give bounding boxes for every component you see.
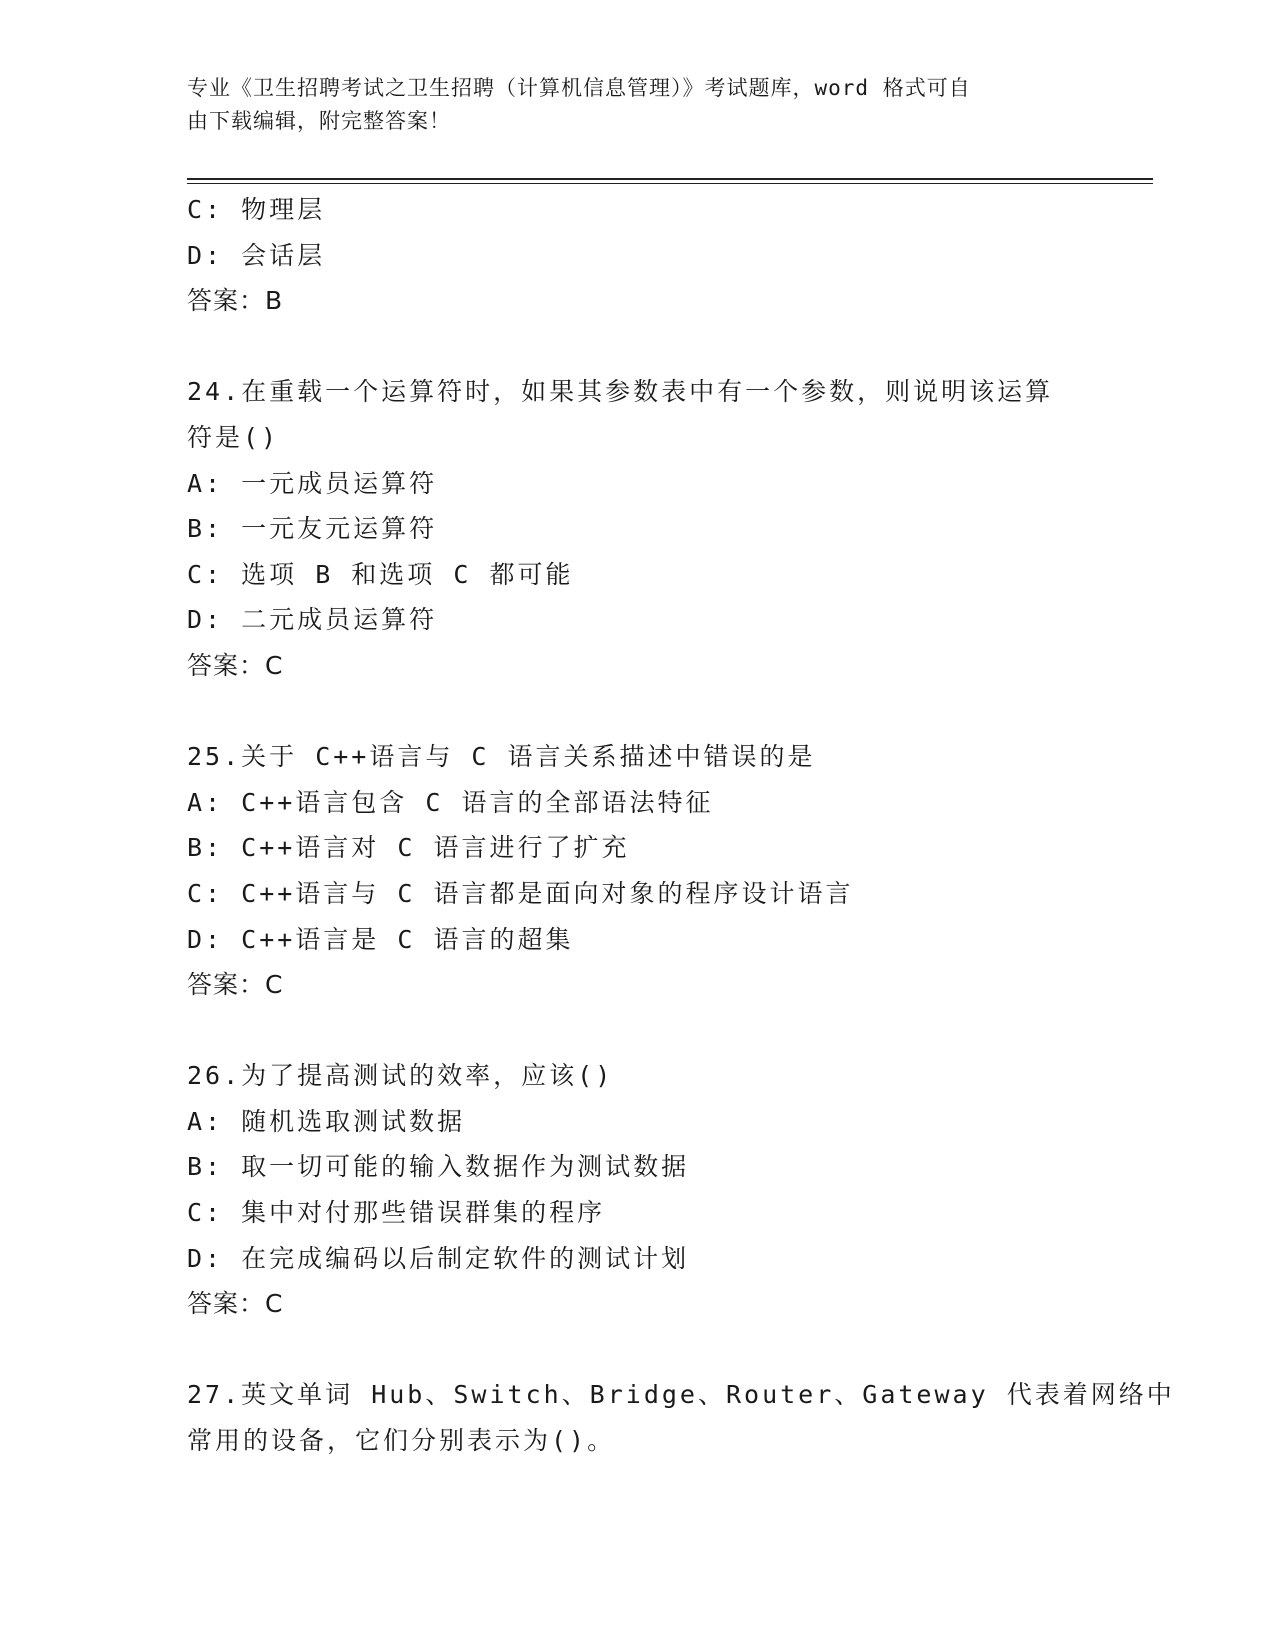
option-b: B: 取一切可能的输入数据作为测试数据 [187, 1152, 690, 1182]
option-d: D: 会话层 [187, 240, 326, 270]
option-d: D: 在完成编码以后制定软件的测试计划 [187, 1243, 690, 1273]
option-d: D: C++语言是 C 语言的超集 [187, 924, 574, 954]
option-c: C: 物理层 [187, 195, 326, 224]
option-b: B: C++语言对 C 语言进行了扩充 [187, 833, 630, 863]
question-stem: 常用的设备，它们分别表示为()。 [187, 1426, 616, 1456]
answer: 答案：C [187, 650, 284, 680]
option-a: A: 一元成员运算符 [187, 468, 438, 498]
answer: 答案：B [187, 286, 284, 316]
header-rule-thick [187, 178, 1153, 180]
page-header [187, 72, 1067, 138]
question-block-24 [187, 369, 1087, 688]
question-block-27 [187, 1372, 1175, 1463]
header-line-2: 由下载编辑，附完整答案！ [187, 109, 451, 133]
option-c: C: 选项 B 和选项 C 都可能 [187, 559, 574, 589]
question-stem: 27.英文单词 Hub、Switch、Bridge、Router、Gateway 代表着网络中 [187, 1380, 1175, 1410]
option-a: A: C++语言包含 C 语言的全部语法特征 [187, 787, 714, 817]
answer: 答案：C [187, 970, 284, 1000]
option-d: D: 二元成员运算符 [187, 605, 438, 635]
option-c: C: C++语言与 C 语言都是面向对象的程序设计语言 [187, 878, 854, 908]
option-c: C: 集中对付那些错误群集的程序 [187, 1198, 606, 1228]
option-a: A: 随机选取测试数据 [187, 1106, 466, 1136]
question-stem: 25.关于 C++语言与 C 语言关系描述中错误的是 [187, 742, 816, 772]
question-stem: 26.为了提高测试的效率，应该() [187, 1061, 614, 1091]
question-stem: 24.在重载一个运算符时，如果其参数表中有一个参数，则说明该运算 [187, 377, 1054, 407]
option-b: B: 一元友元运算符 [187, 514, 438, 544]
question-stem: 符是() [187, 422, 280, 452]
question-block-26 [187, 1053, 1087, 1327]
question-block-23-partial [187, 187, 1087, 324]
question-list [187, 187, 1175, 1464]
header-line-1: 专业《卫生招聘考试之卫生招聘（计算机信息管理）》考试题库，word 格式可自 [187, 76, 971, 100]
header-rule-thin [187, 183, 1153, 184]
answer: 答案：C [187, 1289, 284, 1319]
question-block-25 [187, 734, 1087, 1008]
